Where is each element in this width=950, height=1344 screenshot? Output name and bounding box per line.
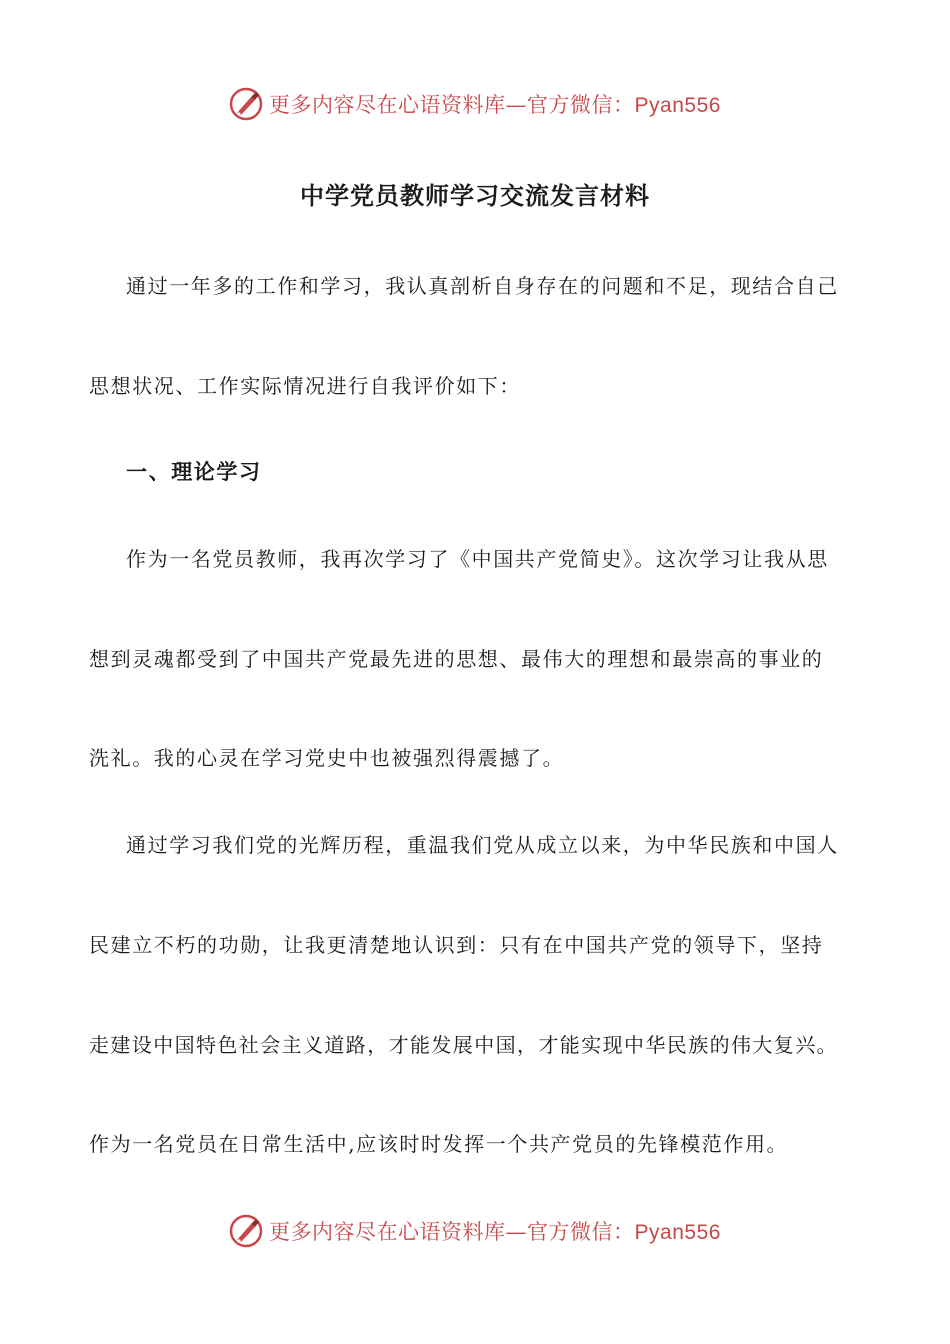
banner-text: 更多内容尽在心语资料库—官方微信： xyxy=(269,1220,635,1244)
banner-wechat-id: Pyan556 xyxy=(634,1221,721,1244)
paragraph-line: 洗礼。我的心灵在学习党史中也被强烈得震撼了。 xyxy=(89,746,565,770)
paragraph-line: 通过一年多的工作和学习，我认真剖析自身存在的问题和不足，现结合自己 xyxy=(126,274,839,298)
paragraph-line: 作为一名党员在日常生活中,应该时时发挥一个共产党员的先锋模范作用。 xyxy=(89,1132,789,1156)
paragraph-line: 通过学习我们党的光辉历程，重温我们党从成立以来，为中华民族和中国人 xyxy=(126,833,839,857)
paragraph-line: 作为一名党员教师，我再次学习了《中国共产党简史》。这次学习让我从思 xyxy=(126,547,829,571)
paragraph-line: 走建设中国特色社会主义道路，才能发展中国，才能实现中华民族的伟大复兴。 xyxy=(89,1033,838,1057)
pen-logo-icon xyxy=(229,1214,263,1248)
section-heading: 一、理论学习 xyxy=(126,459,262,484)
header-watermark-banner xyxy=(0,84,950,124)
document-title: 中学党员教师学习交流发言材料 xyxy=(300,181,650,210)
paragraph-line: 想到灵魂都受到了中国共产党最先进的思想、最伟大的理想和最崇高的事业的 xyxy=(89,647,824,671)
paragraph-line: 民建立不朽的功勋，让我更清楚地认识到：只有在中国共产党的领导下，坚持 xyxy=(89,933,824,957)
pen-logo-icon xyxy=(229,87,263,121)
banner-text: 更多内容尽在心语资料库—官方微信： xyxy=(269,93,635,117)
banner-wechat-id: Pyan556 xyxy=(634,94,721,117)
paragraph-line: 思想状况、工作实际情况进行自我评价如下： xyxy=(89,374,521,398)
footer-watermark-banner xyxy=(0,1211,950,1251)
